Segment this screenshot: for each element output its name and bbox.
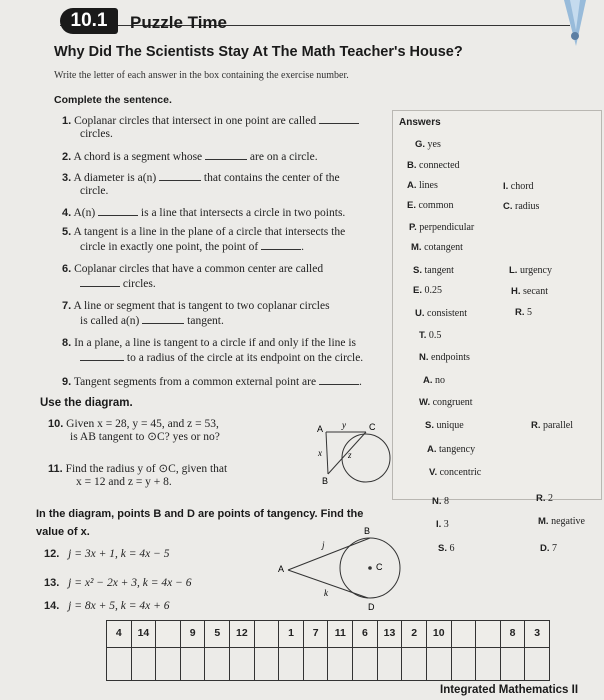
answer-option: A. tangency bbox=[427, 444, 476, 455]
grid-cell: 2 bbox=[402, 621, 427, 647]
question-text-cont: is a line that intersects a circle in two points. bbox=[140, 207, 346, 219]
letter-box[interactable] bbox=[181, 648, 206, 680]
diagram-label-C: C bbox=[376, 562, 383, 572]
question-8 bbox=[62, 337, 397, 365]
answer-option: S. 6 bbox=[438, 543, 455, 554]
grid-cell: 11 bbox=[328, 621, 353, 647]
tangent-triangle-diagram bbox=[312, 412, 392, 492]
question-number: 7. bbox=[62, 300, 72, 312]
question-text-line2: circle. bbox=[80, 185, 109, 197]
answer-option: B. connected bbox=[407, 160, 460, 171]
question-3 bbox=[62, 170, 382, 198]
question-6 bbox=[62, 263, 392, 291]
question-text: j = 3x + 1, k = 4x − 5 bbox=[68, 548, 170, 560]
question-4 bbox=[62, 205, 392, 220]
answer-option: N. endpoints bbox=[419, 352, 470, 363]
tangency-heading-line1: In the diagram, points B and D are points of tangency. Find the bbox=[36, 508, 364, 520]
letter-box[interactable] bbox=[427, 648, 452, 680]
question-text: Find the radius y of ⊙C, given that bbox=[65, 463, 228, 475]
question-text-cont: circles. bbox=[80, 128, 113, 140]
question-text: Given x = 28, y = 45, and z = 53, bbox=[66, 418, 219, 430]
diagram-label-x: x bbox=[318, 448, 322, 458]
question-text: Coplanar circles that have a common center are called bbox=[74, 263, 324, 275]
question-number: 3. bbox=[62, 172, 72, 184]
answer-option: A. lines bbox=[407, 180, 438, 191]
answer-option: R. 2 bbox=[536, 493, 553, 504]
question-text: A tangent is a line in the plane of a circle that intersects the bbox=[73, 226, 346, 238]
answer-option: N. 8 bbox=[432, 496, 449, 507]
letter-box[interactable] bbox=[255, 648, 280, 680]
answer-option: P. perpendicular bbox=[409, 222, 475, 233]
question-9: 9. Tangent segments from a common external point are . bbox=[62, 376, 362, 388]
answer-blank bbox=[142, 313, 184, 324]
section-title: Puzzle Time bbox=[130, 13, 227, 32]
question-number: 5. bbox=[62, 226, 72, 238]
letter-box[interactable] bbox=[378, 648, 403, 680]
grid-cell bbox=[255, 621, 280, 647]
diagram-label-B: B bbox=[364, 526, 371, 536]
grid-cell: 9 bbox=[181, 621, 206, 647]
answer-blank bbox=[319, 113, 359, 124]
question-number: 14. bbox=[44, 600, 60, 612]
answer-option: M. cotangent bbox=[411, 242, 463, 253]
letter-box[interactable] bbox=[402, 648, 427, 680]
question-number: 6. bbox=[62, 263, 72, 275]
grid-cell: 6 bbox=[353, 621, 378, 647]
question-1 bbox=[62, 113, 382, 141]
answer-blank bbox=[98, 205, 138, 216]
answer-blank bbox=[205, 149, 247, 160]
letter-box[interactable] bbox=[156, 648, 181, 680]
letter-box[interactable] bbox=[230, 648, 255, 680]
answer-option: M. negative bbox=[538, 516, 585, 527]
question-text: A line or segment that is tangent to two coplanar circles bbox=[73, 300, 330, 312]
question-number: 12. bbox=[44, 548, 60, 560]
grid-cell: 13 bbox=[378, 621, 403, 647]
question-text: Tangent segments from a common external point are bbox=[73, 376, 317, 388]
tangent-lines-diagram bbox=[278, 526, 408, 614]
question-7 bbox=[62, 300, 392, 328]
grid-cell: 7 bbox=[304, 621, 329, 647]
question-text: A chord is a segment whose bbox=[73, 151, 203, 163]
question-number: 9. bbox=[62, 376, 72, 388]
question-number: 8. bbox=[62, 337, 72, 349]
answer-option: R. 5 bbox=[515, 307, 532, 318]
grid-cell: 5 bbox=[205, 621, 230, 647]
question-number: 4. bbox=[62, 207, 72, 219]
grid-cell: 8 bbox=[501, 621, 526, 647]
complete-sentence-heading: Complete the sentence. bbox=[54, 94, 172, 106]
answer-blank bbox=[261, 239, 301, 250]
letter-box[interactable] bbox=[132, 648, 157, 680]
answers-title: Answers bbox=[399, 117, 441, 128]
answer-option: D. 7 bbox=[540, 543, 557, 554]
answer-option: S. tangent bbox=[413, 265, 454, 276]
answer-blank bbox=[80, 276, 120, 287]
letter-box[interactable] bbox=[501, 648, 526, 680]
puzzle-instructions: Write the letter of each answer in the box containing the exercise number. bbox=[54, 70, 349, 81]
question-number: 13. bbox=[44, 577, 60, 589]
question-number: 11. bbox=[48, 463, 63, 475]
grid-cell: 1 bbox=[279, 621, 304, 647]
question-14 bbox=[44, 600, 169, 613]
question-text-cont: circles. bbox=[122, 278, 156, 290]
diagram-label-j: j bbox=[322, 540, 325, 550]
answer-grid-letters[interactable] bbox=[106, 648, 550, 681]
question-10 bbox=[48, 418, 308, 444]
answer-blank bbox=[159, 170, 201, 181]
question-5: 5. A tangent is a line in the plane of a circle that intersects the circle in exactly one point, the point of . bbox=[62, 226, 346, 253]
answer-option: R. parallel bbox=[531, 420, 573, 431]
diagram-label-C: C bbox=[369, 422, 376, 432]
answer-option: L. urgency bbox=[509, 265, 552, 276]
answer-option: S. unique bbox=[425, 420, 464, 431]
grid-cell bbox=[156, 621, 181, 647]
question-text-cont: is called a(n) bbox=[80, 315, 140, 327]
diagram-label-B: B bbox=[322, 476, 329, 486]
letter-box[interactable] bbox=[328, 648, 353, 680]
letter-box[interactable] bbox=[353, 648, 378, 680]
pen-icon bbox=[556, 0, 596, 48]
question-text-cont: x = 12 and z = y + 8. bbox=[76, 476, 172, 488]
tangency-heading-line2: value of x. bbox=[36, 526, 90, 538]
question-number: 1. bbox=[62, 115, 72, 127]
letter-box[interactable] bbox=[279, 648, 304, 680]
question-text-cont: that contains the center of the bbox=[203, 172, 340, 184]
answer-option: I. chord bbox=[503, 181, 534, 192]
question-text: In a plane, a line is tangent to a circle if and only if the line is bbox=[74, 337, 357, 349]
answer-blank bbox=[80, 350, 124, 361]
diagram-label-k: k bbox=[324, 588, 328, 598]
grid-cell: 3 bbox=[534, 627, 541, 639]
question-12 bbox=[44, 548, 169, 561]
question-text: j = 8x + 5, k = 4x + 6 bbox=[68, 600, 170, 612]
answer-option: A. no bbox=[423, 375, 445, 386]
answer-option: E. common bbox=[407, 200, 454, 211]
grid-cell: 10 bbox=[427, 621, 452, 647]
question-text: Coplanar circles that intersect in one point are called bbox=[74, 115, 317, 127]
answer-option: E. 0.25 bbox=[413, 285, 442, 296]
question-13 bbox=[44, 577, 192, 590]
diagram-label-A: A bbox=[317, 424, 324, 434]
question-text-cont: are on a circle. bbox=[249, 151, 318, 163]
question-text-cont: to a radius of the circle at its endpoint on the circle. bbox=[126, 352, 364, 364]
letter-box[interactable] bbox=[107, 648, 132, 680]
diagram-label-y: y bbox=[342, 420, 346, 430]
letter-box[interactable] bbox=[452, 648, 477, 680]
footer-text: Integrated Mathematics II bbox=[440, 684, 579, 696]
puzzle-question: Why Did The Scientists Stay At The Math Teacher's House? bbox=[54, 44, 463, 60]
grid-cell bbox=[452, 621, 477, 647]
diagram-label-A: A bbox=[278, 564, 285, 574]
letter-box[interactable] bbox=[205, 648, 230, 680]
diagram-label-D: D bbox=[368, 602, 375, 612]
answer-option: W. congruent bbox=[419, 397, 473, 408]
question-text-end: tangent. bbox=[187, 315, 224, 327]
answer-option: C. radius bbox=[503, 201, 540, 212]
answer-option: H. secant bbox=[511, 286, 548, 297]
answer-option: V. concentric bbox=[429, 467, 482, 478]
section-number-badge: 10.1 bbox=[60, 8, 118, 34]
diagram-label-z: z bbox=[348, 450, 352, 460]
question-number: 2. bbox=[62, 151, 72, 163]
answers-box bbox=[392, 110, 602, 500]
letter-box[interactable] bbox=[304, 648, 329, 680]
answer-option: T. 0.5 bbox=[419, 330, 442, 341]
letter-box[interactable] bbox=[525, 648, 549, 680]
letter-box[interactable] bbox=[476, 648, 501, 680]
answer-option: U. consistent bbox=[415, 308, 467, 319]
question-text: A diameter is a(n) bbox=[73, 172, 157, 184]
question-11 bbox=[48, 463, 308, 489]
answer-option: G. yes bbox=[415, 139, 441, 150]
grid-cell: 14 bbox=[132, 621, 157, 647]
question-2 bbox=[62, 149, 382, 164]
use-diagram-heading: Use the diagram. bbox=[40, 397, 133, 409]
question-text-cont: circle in exactly one point, the point of bbox=[80, 241, 259, 253]
answer-option: I. 3 bbox=[436, 519, 449, 530]
grid-cell: 12 bbox=[230, 621, 255, 647]
grid-cell bbox=[476, 621, 501, 647]
question-number: 10. bbox=[48, 418, 64, 430]
grid-cell: 4 bbox=[107, 621, 132, 647]
question-text: A(n) bbox=[73, 207, 96, 219]
question-text: j = x² − 2x + 3, k = 4x − 6 bbox=[68, 577, 192, 589]
answer-blank bbox=[319, 374, 359, 385]
answer-grid-numbers bbox=[106, 620, 550, 648]
question-text-cont: is AB tangent to ⊙C? yes or no? bbox=[70, 431, 220, 443]
